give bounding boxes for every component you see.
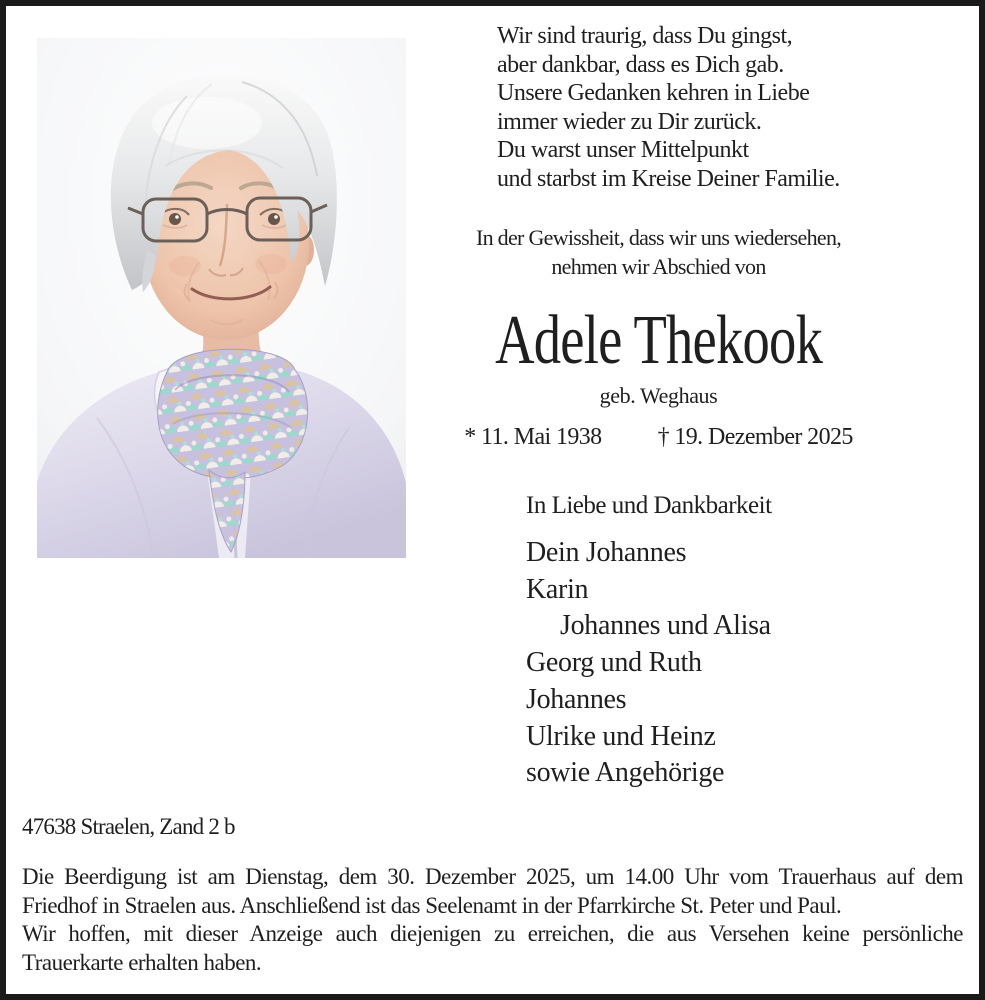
poem-line: und starbst im Kreise Deiner Familie. (497, 165, 840, 192)
mourner: Georg und Ruth (526, 647, 702, 679)
mourner: Johannes und Alisa (560, 610, 771, 642)
life-dates (420, 425, 897, 449)
intro-line: In der Gewissheit, dass wir uns wiedersehen, (475, 225, 842, 250)
maiden-name: geb. Weghaus (599, 383, 718, 408)
funeral-information (22, 863, 963, 977)
mourner: Ulrike und Heinz (526, 720, 716, 752)
intro-line: nehmen wir Abschied von (551, 254, 766, 279)
funeral-line: Die Beerdigung ist am Dienstag, dem 30. Dezember 2025, um 14.00 Uhr vom Trauerhaus auf dem (22, 864, 963, 889)
poem-line: Du warst unser Mittelpunkt (497, 137, 749, 164)
deceased-name (420, 302, 897, 379)
mourner: Johannes (526, 683, 627, 715)
mourner: sowie Angehörige (526, 757, 725, 789)
death-date: † 19. Dezember 2025 (657, 424, 853, 450)
poem-line: Unsere Gedanken kehren in Liebe (497, 80, 810, 107)
funeral-line: Wir hoffen, mit dieser Anzeige auch diejenigen zu erreichen, die aus Versehen keine persönliche (22, 921, 963, 947)
portrait-photo (37, 38, 406, 558)
poem-line: aber dankbar, dass es Dich gab. (497, 51, 784, 78)
dedication: In Liebe und Dankbarkeit (526, 492, 772, 519)
poem-line: Wir sind traurig, dass Du gingst, (497, 23, 793, 49)
mourner: Karin (526, 573, 589, 605)
funeral-line: Trauerkarte erhalten haben. (22, 949, 262, 975)
family-address: 47638 Straelen, Zand 2 b (22, 814, 235, 839)
deceased-portrait-illustration (37, 38, 406, 558)
mourners-list (526, 535, 771, 792)
farewell-intro (420, 223, 897, 281)
memorial-poem (497, 22, 840, 194)
funeral-line: Friedhof in Straelen aus. Anschließend ist das Seelenamt in der Pfarrkirche St. Peter und Paul. (22, 892, 842, 918)
mourner: Dein Johannes (526, 537, 687, 568)
deceased-name-text: Adele Thekook (495, 302, 822, 379)
cheek-right (255, 254, 287, 274)
birth-date: * 11. Mai 1938 (464, 424, 602, 450)
poem-line: immer wieder zu Dir zurück. (497, 108, 762, 135)
